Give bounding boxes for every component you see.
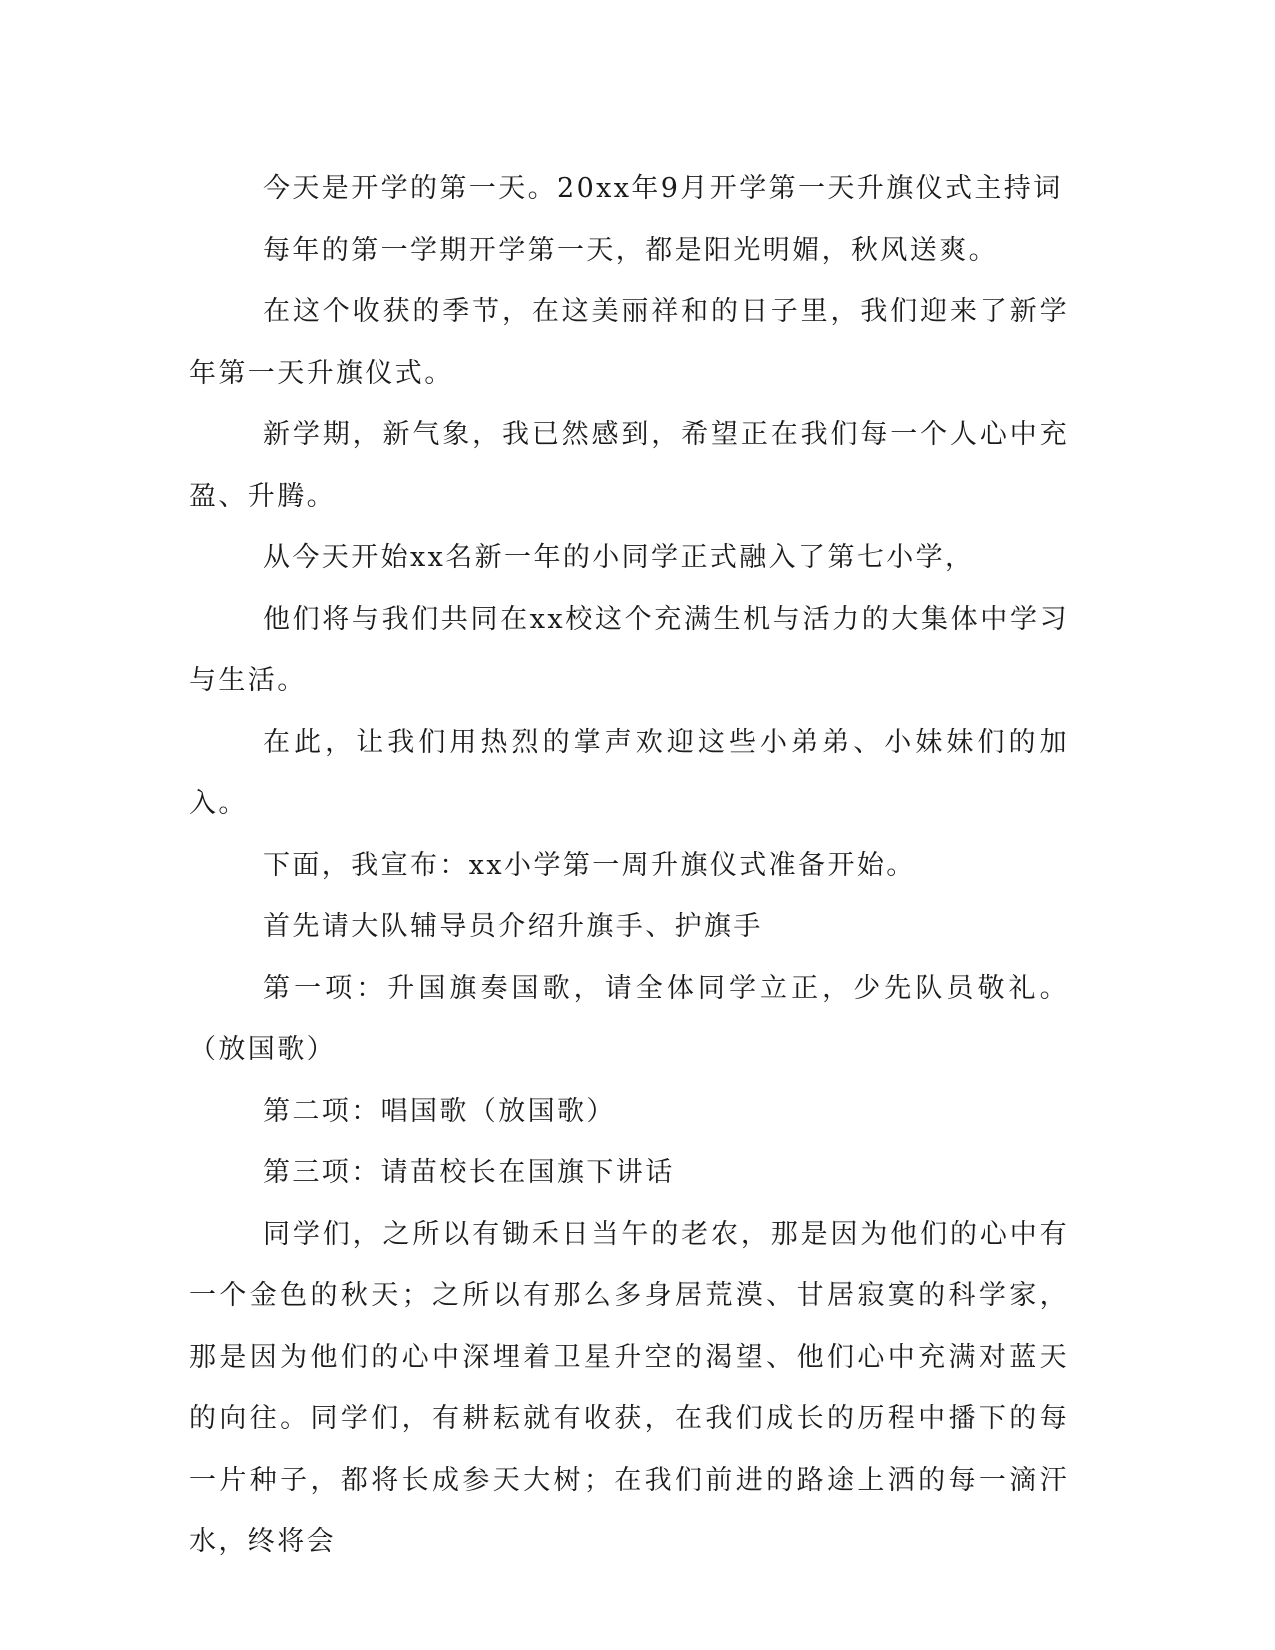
paragraph-weather: 每年的第一学期开学第一天，都是阳光明媚，秋风送爽。 bbox=[263, 234, 998, 266]
paragraph-new-students: 从今天开始xx名新一年的小同学正式融入了第七小学， bbox=[263, 542, 975, 573]
paragraph-opening: 今天是开学的第一天。20xx年9月开学第一天升旗仪式主持词 bbox=[263, 173, 1063, 204]
paragraph-new-term: 新学期，新气象，我已然感到，希望正在我们每一个人心中充盈、升腾。 bbox=[189, 419, 1069, 512]
paragraph-welcome: 在此，让我们用热烈的掌声欢迎这些小弟弟、小妹妹们的加入。 bbox=[189, 726, 1069, 819]
paragraph-item-one: 第一项：升国旗奏国歌，请全体同学立正，少先队员敬礼。（放国歌） bbox=[189, 972, 1069, 1065]
paragraph-together: 他们将与我们共同在xx校这个充满生机与活力的大集体中学习与生活。 bbox=[189, 603, 1069, 696]
paragraph-announce: 下面，我宣布：xx小学第一周升旗仪式准备开始。 bbox=[263, 849, 916, 881]
paragraph-speech: 同学们，之所以有锄禾日当午的老农，那是因为他们的心中有一个金色的秋天；之所以有那么多身居荒漠、甘居寂寞的科学家，那是因为他们的心中深埋着卫星升空的渴望、他们心中充满对蓝天的向往。同学们，有耕耘就有收获，在我们成长的历程中播下的每一片种子，都将长成参天大树；在我们前进的路途上洒的每一滴汗水，终将会 bbox=[189, 1218, 1069, 1557]
document-body bbox=[189, 158, 1069, 1573]
paragraph-item-two: 第二项：唱国歌（放国歌） bbox=[263, 1095, 616, 1127]
paragraph-season: 在这个收获的季节，在这美丽祥和的日子里，我们迎来了新学年第一天升旗仪式。 bbox=[189, 296, 1069, 389]
paragraph-item-three: 第三项：请苗校长在国旗下讲话 bbox=[263, 1157, 675, 1188]
paragraph-flag-bearers: 首先请大队辅导员介绍升旗手、护旗手 bbox=[263, 911, 763, 942]
